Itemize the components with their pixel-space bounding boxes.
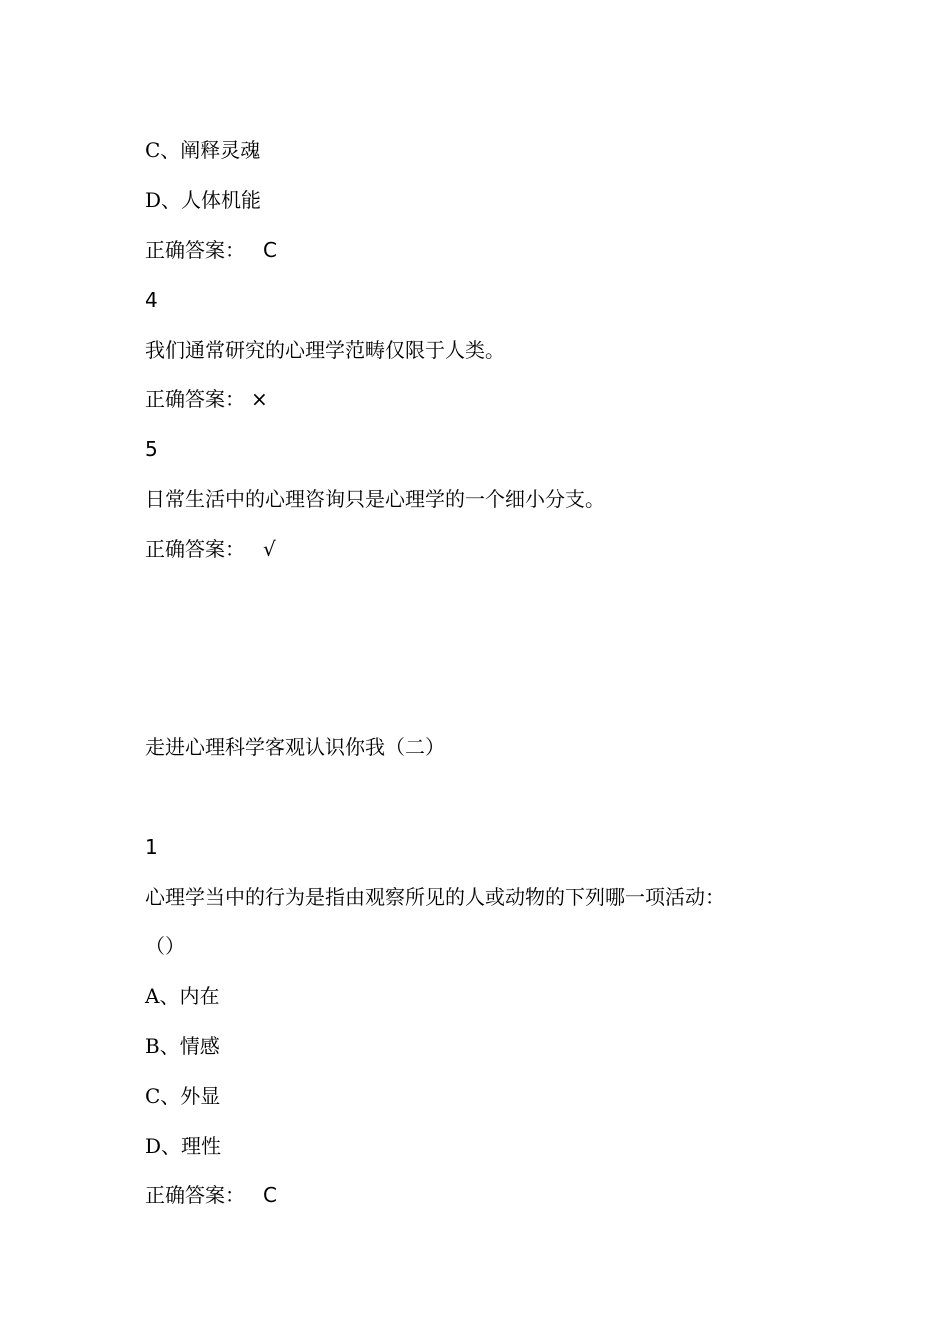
question-text: 日常生活中的心理咨询只是心理学的一个细小分支。 [145, 487, 605, 511]
answer-value: √ [263, 537, 276, 561]
answer-label: 正确答案： [145, 387, 245, 411]
correct-answer [145, 236, 277, 264]
option-c: C、阐释灵魂 [145, 138, 261, 162]
option-c: C、外显 [145, 1084, 221, 1108]
answer-label: 正确答案： [145, 1183, 245, 1207]
question-number: 5 [145, 437, 158, 461]
question-blank: （） [145, 934, 185, 958]
answer-label: 正确答案： [145, 537, 245, 561]
question-number: 1 [145, 835, 158, 859]
question-text: 心理学当中的行为是指由观察所见的人或动物的下列哪一项活动： [145, 885, 725, 909]
question-number: 4 [145, 288, 158, 312]
answer-value: × [251, 387, 268, 411]
option-d: D、人体机能 [145, 188, 262, 212]
correct-answer [145, 1181, 277, 1209]
answer-label: 正确答案： [145, 238, 245, 262]
option-a: A、内在 [145, 984, 220, 1008]
section-title: 走进心理科学客观认识你我（二） [145, 735, 445, 759]
correct-answer [145, 385, 268, 413]
question-text: 我们通常研究的心理学范畴仅限于人类。 [145, 338, 505, 362]
answer-value: C [263, 1183, 277, 1207]
option-d: D、理性 [145, 1134, 222, 1158]
option-b: B、情感 [145, 1034, 220, 1058]
answer-value: C [263, 238, 277, 262]
correct-answer [145, 535, 276, 563]
